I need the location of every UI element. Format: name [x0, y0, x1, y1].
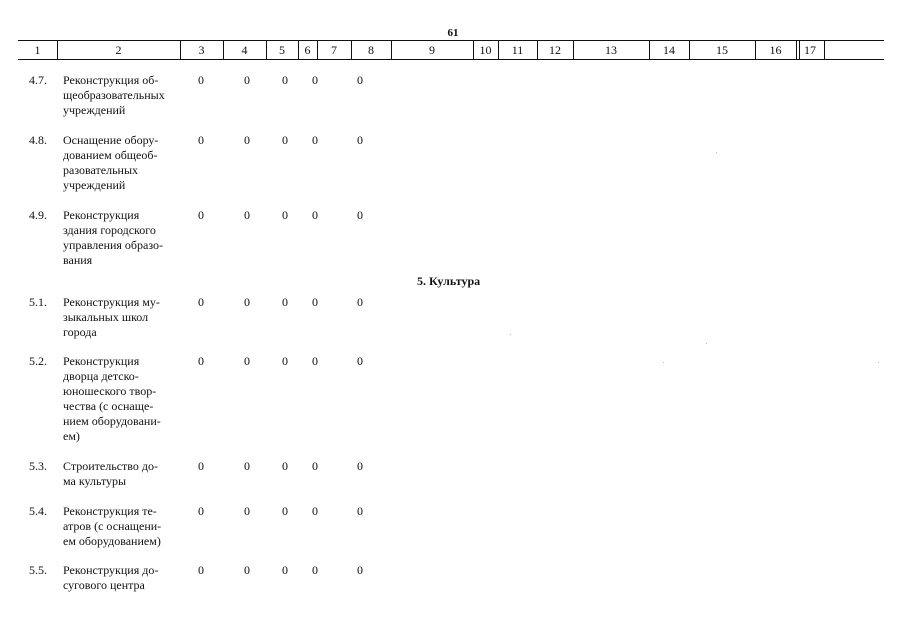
header-separator: [391, 41, 392, 59]
header-separator: [537, 41, 538, 59]
row-value: 0: [357, 73, 363, 87]
header-cell-5: 5: [279, 43, 285, 57]
header-cell-9: 9: [429, 43, 435, 57]
row-value: 0: [312, 354, 318, 368]
header-cell-2: 2: [115, 43, 122, 57]
row-value: 0: [244, 73, 250, 87]
header-cell-14: 14: [663, 43, 675, 57]
row-name: Реконструкция му- зыкальных школ города: [63, 295, 160, 339]
row-value: 0: [244, 504, 250, 518]
row-number: 5.4.: [29, 504, 47, 518]
scan-speck: [663, 362, 664, 363]
header-separator: [298, 41, 299, 59]
row-value: 0: [357, 133, 363, 147]
row-value: 0: [312, 208, 318, 222]
section-title: 5. Культура: [417, 274, 481, 288]
row-value: 0: [244, 459, 250, 473]
row-number: 4.9.: [29, 208, 47, 222]
row-number: 5.3.: [29, 459, 47, 473]
scan-speck: [716, 152, 717, 153]
row-value: 0: [312, 295, 318, 309]
header-cell-3: 3: [198, 43, 205, 57]
header-separator: [180, 41, 181, 59]
header-separator: [755, 41, 756, 59]
header-cell-7: 7: [331, 43, 337, 57]
header-separator: [223, 41, 224, 59]
header-cell-15: 15: [716, 43, 728, 57]
row-value: 0: [282, 133, 288, 147]
header-separator: [796, 41, 800, 59]
table-header: [18, 40, 884, 60]
row-number: 5.5.: [29, 563, 47, 577]
row-value: 0: [198, 459, 204, 473]
header-separator: [473, 41, 474, 59]
header-cell-8: 8: [368, 43, 374, 57]
row-number: 4.8.: [29, 133, 47, 147]
header-cell-4: 4: [241, 43, 248, 57]
row-value: 0: [357, 354, 363, 368]
row-name: Реконструкция до- сугового центра: [63, 563, 159, 592]
row-value: 0: [282, 208, 288, 222]
row-value: 0: [198, 354, 204, 368]
header-cell-13: 13: [605, 43, 617, 57]
row-value: 0: [198, 208, 204, 222]
header-separator: [266, 41, 267, 59]
row-value: 0: [312, 504, 318, 518]
row-value: 0: [244, 295, 250, 309]
row-number: 4.7.: [29, 73, 47, 87]
row-value: 0: [357, 295, 363, 309]
header-separator: [649, 41, 650, 59]
header-cell-6: 6: [304, 43, 311, 57]
header-separator: [498, 41, 499, 59]
row-value: 0: [198, 563, 204, 577]
row-value: 0: [282, 295, 288, 309]
row-value: 0: [357, 563, 363, 577]
row-value: 0: [198, 295, 204, 309]
row-number: 5.1.: [29, 295, 47, 309]
header-cell-16: 16: [769, 43, 782, 57]
row-value: 0: [244, 208, 250, 222]
row-name: Реконструкция те- атров (с оснащени- ем оборудованием): [63, 504, 162, 548]
header-cell-17: 17: [804, 43, 816, 57]
header-cell-11: 11: [511, 43, 524, 57]
row-value: 0: [244, 354, 250, 368]
row-value: 0: [357, 208, 363, 222]
row-number: 5.2.: [29, 354, 47, 368]
row-value: 0: [312, 459, 318, 473]
row-value: 0: [312, 133, 318, 147]
row-value: 0: [244, 563, 250, 577]
header-separator: [824, 41, 825, 59]
header-separator: [351, 41, 352, 59]
row-name: Реконструкция здания городского управления образо- вания: [63, 208, 164, 267]
page-number: 61: [447, 27, 459, 39]
scan-speck: [510, 334, 511, 335]
header-separator: [317, 41, 318, 59]
header-separator: [573, 41, 574, 59]
row-value: 0: [198, 133, 204, 147]
header-separator: [689, 41, 690, 59]
row-value: 0: [198, 504, 204, 518]
row-value: 0: [282, 504, 288, 518]
row-name: Строительство до- ма культуры: [63, 459, 158, 488]
header-cell-10: 10: [479, 43, 492, 57]
row-value: 0: [357, 504, 363, 518]
row-value: 0: [282, 354, 288, 368]
row-name: Реконструкция дворца детско- юношеского твор- чества (с оснаще- нием оборудовани- ем): [63, 354, 161, 443]
row-value: 0: [198, 73, 204, 87]
header-cell-12: 12: [549, 43, 561, 57]
row-value: 0: [357, 459, 363, 473]
header-cell-1: 1: [34, 43, 41, 57]
row-value: 0: [312, 73, 318, 87]
row-value: 0: [282, 73, 288, 87]
scan-speck: [706, 343, 707, 344]
row-value: 0: [244, 133, 250, 147]
row-name: Реконструкция об- щеобразовательных учреждений: [63, 73, 165, 117]
row-name: Оснащение обору- дованием общеоб- разовательных учреждений: [63, 133, 159, 192]
scan-speck: [878, 362, 879, 363]
row-value: 0: [282, 459, 288, 473]
row-value: 0: [282, 563, 288, 577]
row-value: 0: [312, 563, 318, 577]
header-separator: [57, 41, 58, 59]
